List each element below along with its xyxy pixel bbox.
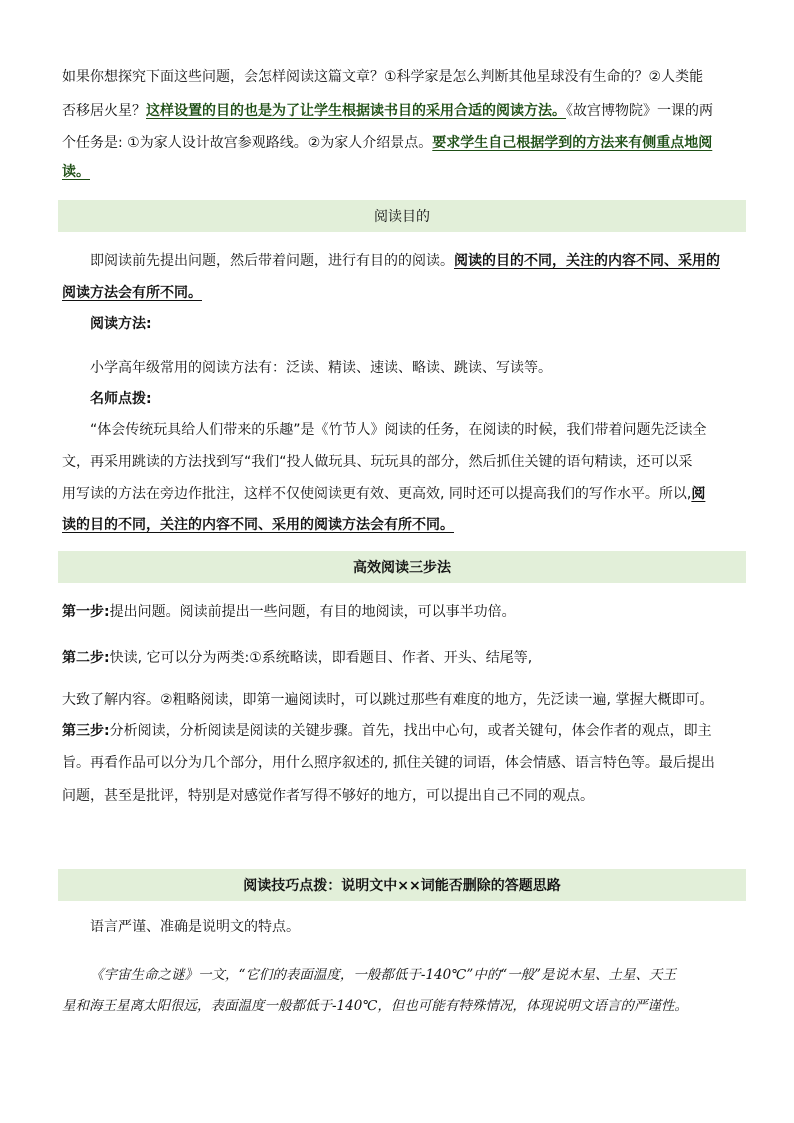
purpose-paragraph-line-1: 即阅读前先提出问题，然后带着问题，进行有目的的阅读。阅读的目的不同，关注的内容不同、采用的 [90, 253, 720, 269]
method-text: 小学高年级常用的阅读方法有：泛读、精读、速读、略读、跳读、写读等。 [90, 360, 552, 376]
intro-line-3: 个任务是: ①为家人设计故宫参观路线。②为家人介绍景点。要求学生自己根据学到的方法来有侧重点地阅 [62, 135, 713, 151]
step-3-line-2: 旨。再看作品可以分为几个部分，用什么照序叙述的, 抓住关键的词语，体会情感、语言特色等。最后提出 [62, 755, 715, 771]
section-heading-reading-purpose: 阅读目的 [58, 200, 746, 232]
intro-line-4: 读。 [62, 164, 90, 180]
step-2-continued: 大致了解内容。②粗略阅读，即第一遍阅读时，可以跳过那些有难度的地方，先泛读一遍, 掌握大概即可。 [62, 692, 714, 708]
step-1: 第一步:提出问题。阅读前提出一些问题，有目的地阅读，可以事半功倍。 [62, 604, 516, 620]
example-line-2: 星和海王星离太阳很远，表面温度一般都低于-140℃，但也可能有特殊情况，体现说明文语言的严谨性。 [62, 998, 688, 1014]
tips-paragraph: 语言严谨、准确是说明文的特点。 [90, 919, 300, 935]
tip-line-3: 用写读的方法在旁边作批注，这样不仅使阅读更有效、更高效, 同时还可以提高我们的写作水平。所以,阅 [62, 486, 706, 502]
tip-line-2: 文，再采用跳读的方法找到写“我们“投人做玩具、玩玩具的部分，然后抓住关键的语句精读，还可以采 [62, 454, 693, 470]
step-3-line-3: 问题，甚至是批评，特别是对感觉作者写得不够好的地方，可以提出自己不同的观点。 [62, 788, 594, 804]
step-2: 第二步:快读, 它可以分为两类:①系统略读，即看题目、作者、开头、结尾等, [62, 650, 533, 666]
section-heading-reading-tips: 阅读技巧点拨：说明文中××词能否删除的答题思路 [58, 869, 746, 901]
purpose-paragraph-line-2: 阅读方法会有所不同。 [62, 285, 202, 301]
tip-line-4: 读的目的不同，关注的内容不同、采用的阅读方法会有所不同。 [62, 517, 454, 533]
section-heading-three-steps: 高效阅读三步法 [58, 551, 746, 583]
tip-line-1: “体会传统玩具给人们带来的乐趣”是《竹节人》阅读的任务，在阅读的时候，我们带着问题先泛读全 [90, 422, 707, 438]
method-label: 阅读方法: [90, 316, 152, 332]
tip-label: 名师点拨: [90, 391, 152, 407]
intro-line-1: 如果你想探究下面这些问题，会怎样阅读这篇文章？①科学家是怎么判断其他星球没有生命的？②人类能 [62, 69, 704, 85]
step-3: 第三步:分析阅读，分析阅读是阅读的关键步骤。首先，找出中心句，或者关键句，体会作者的观点，即主 [62, 723, 712, 739]
intro-line-2: 否移居火星？这样设置的目的也是为了让学生根据读书目的采用合适的阅读方法。《故宫博物院》一课的两 [62, 103, 713, 119]
example-line-1: 《宇宙生命之谜》一文，“它们的表面温度，一般都低于-140℃”中的“一般”是说木星、土星、天王 [90, 967, 677, 983]
